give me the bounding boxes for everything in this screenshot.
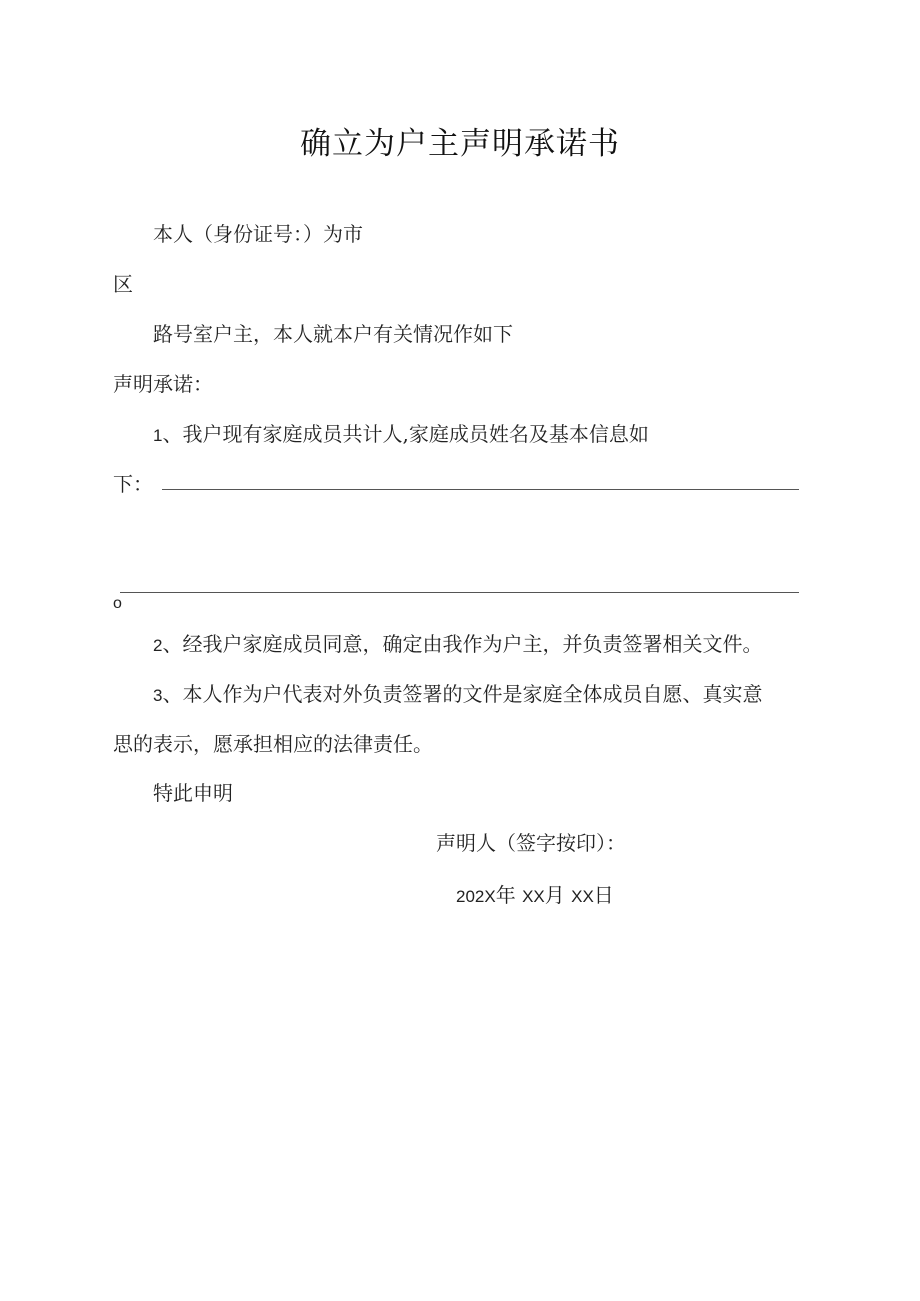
item-2-text: 、经我户家庭成员同意，确定由我作为户主，并负责签署相关文件。: [162, 632, 763, 656]
item-3-text: 、本人作为户代表对外负责签署的文件是家庭全体成员自愿、真实意: [162, 682, 763, 706]
item-2: [153, 632, 762, 658]
intro-line-1: 本人（身份证号：）为市: [153, 222, 363, 246]
item-1-text: 、我户现有家庭成员共计人,家庭成员姓名及基本信息如: [162, 422, 649, 446]
document-title: 确立为户主声明承诺书: [300, 126, 620, 162]
item-1-end-mark: o: [113, 595, 122, 612]
item-3-continuation: 思的表示，愿承担相应的法律责任。: [113, 732, 433, 756]
date-day-suffix: 日: [593, 883, 614, 907]
closing-statement: 特此申明: [153, 781, 233, 805]
date-year-suffix: 年: [495, 883, 516, 907]
intro-line-3: 路号室户主，本人就本户有关情况作如下: [153, 322, 513, 346]
item-3-number: 3: [153, 686, 163, 705]
item-1-number: 1: [153, 426, 163, 445]
signature-date: [456, 883, 614, 909]
date-month-suffix: 月: [544, 883, 565, 907]
date-year: 202X: [456, 887, 496, 906]
signature-label: 声明人（签字按印）：: [436, 831, 626, 855]
intro-line-4: 声明承诺：: [113, 372, 213, 396]
intro-line-2: 区: [113, 272, 133, 296]
date-month: XX: [522, 887, 545, 906]
item-3: [153, 682, 762, 708]
fill-in-line-2: [120, 592, 799, 593]
item-2-number: 2: [153, 636, 163, 655]
fill-in-line-1: [162, 489, 799, 490]
item-1-continuation: 下：: [113, 472, 153, 496]
date-day: XX: [571, 887, 594, 906]
item-1: [153, 422, 649, 448]
